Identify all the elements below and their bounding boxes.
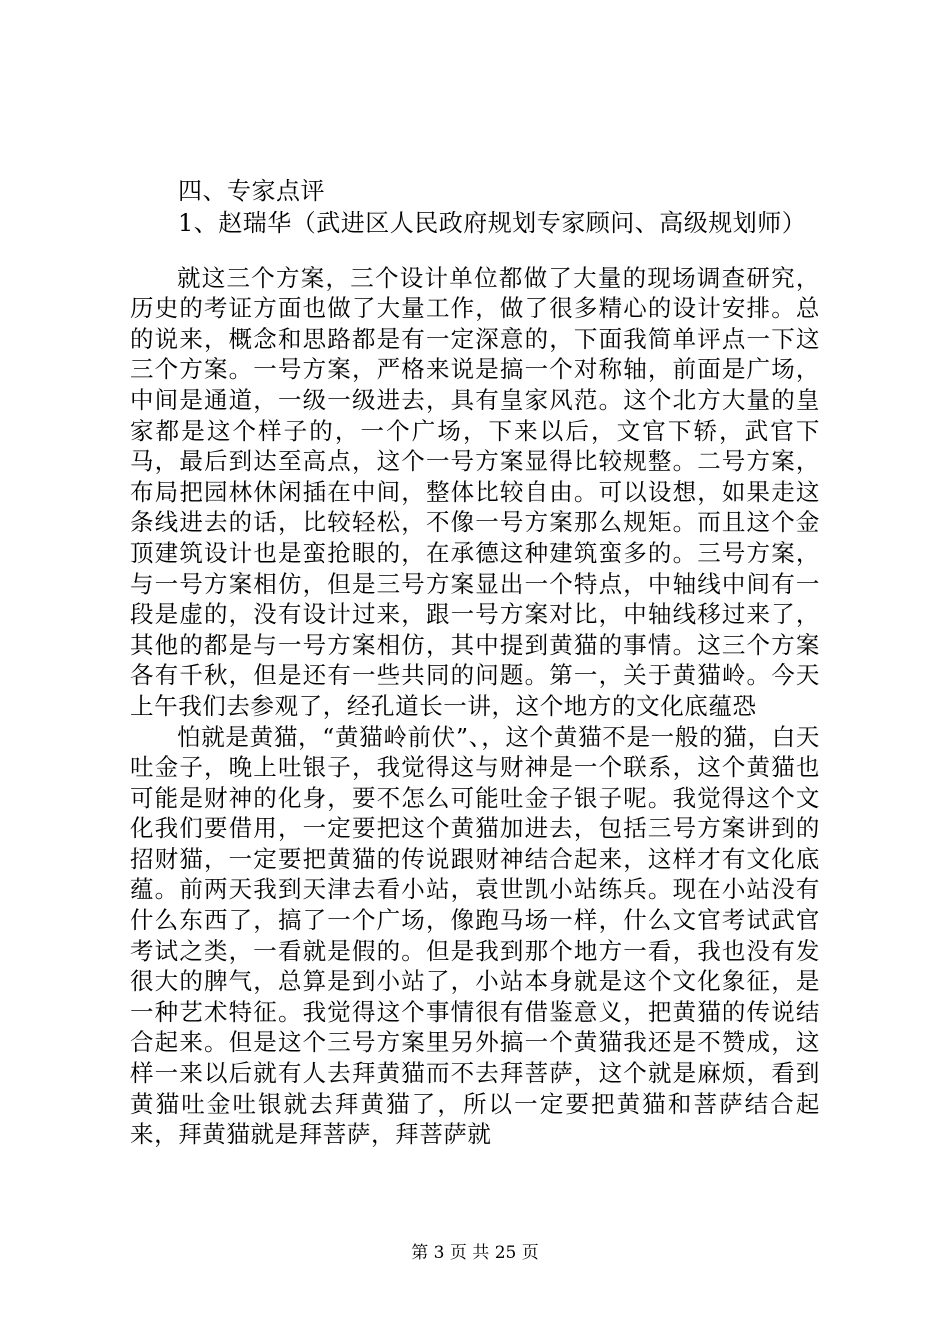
section-heading: 四、专家点评: [178, 177, 325, 205]
paragraph-1: 就这三个方案，三个设计单位都做了大量的现场调查研究，历史的考证方面也做了大量工作，做了很多精心的设计安排。总的说来，概念和思路都是有一定深意的，下面我简单评点一下这三个方案。一号方案，严格来说是搞一个对称轴，前面是广场，中间是通道，一级一级进去，具有皇家风范。这个北方大量的皇家都是这个样子的，一个广场，下来以后，文官下轿，武官下马，最后到达至高点，这个一号方案显得比较规整。二号方案，布局把园林休闲插在中间，整体比较自由。可以设想，如果走这条线进去的话，比较轻松，不像一号方案那么规矩。而且这个金顶建筑设计也是蛮抢眼的，在承德这种建筑蛮多的。三号方案，与一号方案相仿，但是三号方案显出一个特点，中轴线中间有一段是虚的，没有设计过来，跟一号方案对比，中轴线移过来了，其他的都是与一号方案相仿，其中提到黄猫的事情。这三个方案各有千秋，但是还有一些共同的问题。第一，关于黄猫岭。今天上午我们去参观了，经孔道长一讲，这个地方的文化底蕴恐: [130, 263, 820, 720]
paragraph-2: 怕就是黄猫，“黄猫岭前伏”、，这个黄猫不是一般的猫，白天吐金子，晚上吐银子，我觉得这与财神是一个联系，这个黄猫也可能是财神的化身，要不怎么可能吐金子银子呢。我觉得这个文化我们要借用，一定要把这个黄猫加进去，包括三号方案讲到的招财猫，一定要把黄猫的传说跟财神结合起来，这样才有文化底蕴。前两天我到天津去看小站，袁世凯小站练兵。现在小站没有什么东西了，搞了一个广场，像跑马场一样，什么文官考试武官考试之类，一看就是假的。但是我到那个地方一看，我也没有发很大的脾气，总算是到小站了，小站本身就是这个文化象征，是一种艺术特征。我觉得这个事情很有借鉴意义，把黄猫的传说结合起来。但是这个三号方案里另外搞一个黄猫我还是不赞成，这样一来以后就有人去拜黄猫而不去拜菩萨，这个就是麻烦，看到黄猫吐金吐银就去拜黄猫了，所以一定要把黄猫和菩萨结合起来，拜黄猫就是拜菩萨，拜菩萨就: [130, 722, 820, 1149]
blank-line: [130, 232, 820, 263]
page-footer: 第 3 页 共 25 页: [411, 1243, 539, 1263]
expert-subheading: 1、赵瑞华（武进区人民政府规划专家顾问、高级规划师）: [178, 209, 807, 237]
body-text: [130, 232, 820, 1150]
